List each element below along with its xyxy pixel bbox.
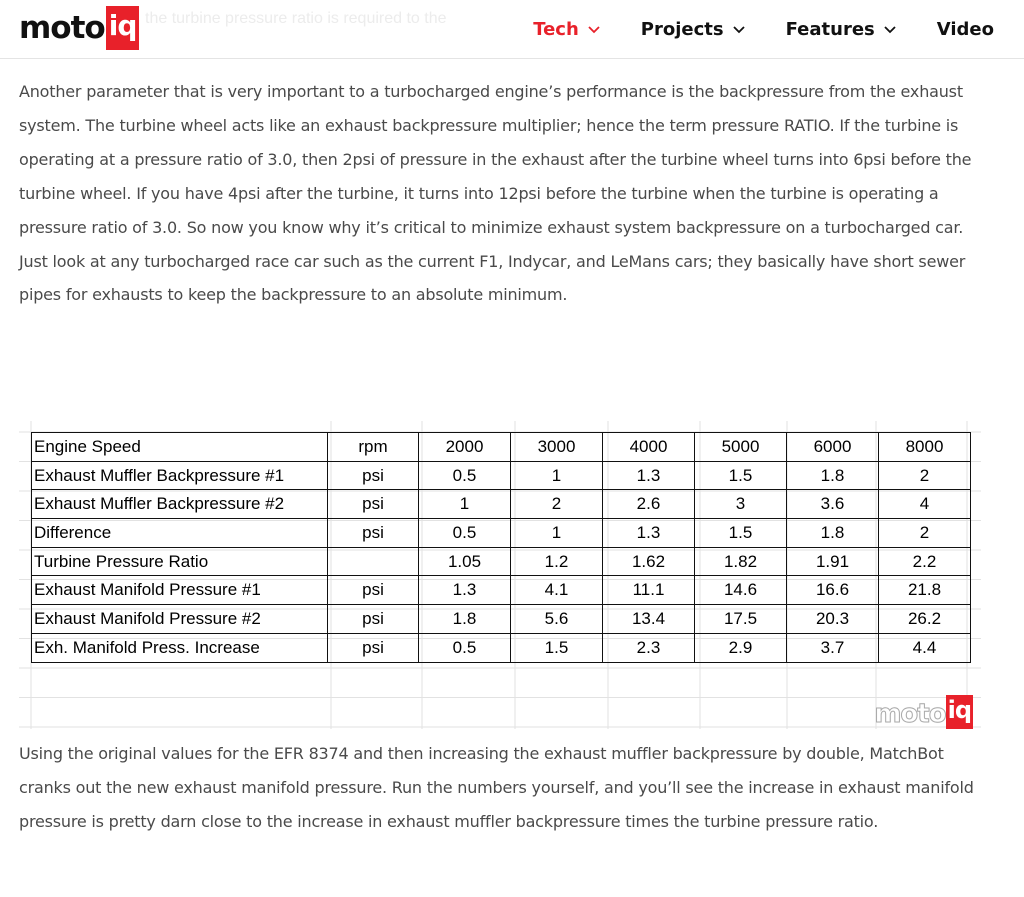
table-cell: 3.6 [787,490,879,519]
table-cell: 2.3 [603,633,695,662]
chevron-down-icon [732,22,746,36]
table-cell: 26.2 [879,605,971,634]
row-unit: psi [328,576,419,605]
table-row [32,547,971,576]
row-unit: psi [328,519,419,548]
table-cell: 2 [879,461,971,490]
nav-label-video: Video [936,18,994,40]
article-paragraph-2: Using the original values for the EFR 8374 and then increasing the exhaust muffler backpressure by double, MatchBot cranks out the new exhaust manifold pressure. Run the numbers yourself, and you’ll see the increase in exhaust manifold pressure is pretty darn close to the increase in exhaust muffler backpressure times the turbine pressure ratio. [19,744,974,831]
table-cell: 3 [695,490,787,519]
table-cell: 1.3 [419,576,511,605]
spreadsheet-image [19,421,981,729]
nav-label-projects: Projects [640,18,724,40]
table-cell: 1.62 [603,547,695,576]
table-cell: 2000 [419,433,511,462]
watermark-iq-badge: iq [946,695,973,729]
table-cell: 1.5 [511,633,603,662]
table-cell: 4 [879,490,971,519]
table-cell: 1.3 [603,519,695,548]
table-cell: 1.3 [603,461,695,490]
table-cell: 1.8 [787,461,879,490]
chevron-down-icon [883,22,897,36]
table-cell: 8000 [879,433,971,462]
row-label: Exh. Manifold Press. Increase [32,633,328,662]
table-row [32,576,971,605]
table-cell: 13.4 [603,605,695,634]
table-cell: 4.1 [511,576,603,605]
table-cell: 5000 [695,433,787,462]
nav-label-tech: Tech [533,18,579,40]
table-cell: 0.5 [419,633,511,662]
row-unit: psi [328,605,419,634]
article-paragraph-1: Another parameter that is very important to a turbocharged engine’s performance is the backpressure from the exhaust system. The turbine wheel acts like an exhaust backpressure multiplier; hence the term pressure RATIO. If the turbine is operating at a pressure ratio of 3.0, then 2psi of pressure in the exhaust after the turbine wheel turns into 6psi before the turbine wheel. If you have 4psi after the turbine, it turns into 12psi before the turbine when the turbine is operating a pressure ratio of 3.0. So now you know why it’s critical to minimize exhaust system backpressure on a turbocharged car. Just look at any turbocharged race car such as the current F1, Indycar, and LeMans cars; they basically have short sewer pipes for exhausts to keep the backpressure to an absolute minimum. [19,82,972,305]
table-cell: 1.5 [695,519,787,548]
row-unit: rpm [328,433,419,462]
table-row [32,633,971,662]
table-row [32,433,971,462]
row-unit: psi [328,633,419,662]
table-cell: 2.2 [879,547,971,576]
table-cell: 1 [511,519,603,548]
table-row [32,490,971,519]
nav-label-features: Features [785,18,875,40]
table-cell: 3000 [511,433,603,462]
row-label: Exhaust Manifold Pressure #1 [32,576,328,605]
table-cell: 2 [511,490,603,519]
table-cell: 2 [879,519,971,548]
row-unit [328,547,419,576]
row-label: Exhaust Muffler Backpressure #2 [32,490,328,519]
row-label: Turbine Pressure Ratio [32,547,328,576]
nav-item-projects[interactable] [641,19,746,40]
table-cell: 1 [419,490,511,519]
table-row [32,519,971,548]
table-cell: 1 [511,461,603,490]
table-cell: 5.6 [511,605,603,634]
table-row [32,461,971,490]
main-nav [493,0,994,58]
table-cell: 17.5 [695,605,787,634]
site-logo[interactable] [19,6,139,50]
table-cell: 1.8 [787,519,879,548]
table-cell: 2.6 [603,490,695,519]
table-cell: 20.3 [787,605,879,634]
table-cell: 1.8 [419,605,511,634]
row-label: Engine Speed [32,433,328,462]
table-row [32,605,971,634]
table-cell: 0.5 [419,461,511,490]
header-ghost-text: the turbine pressure ratio is required to the [145,10,447,27]
row-label: Difference [32,519,328,548]
table-cell: 1.05 [419,547,511,576]
table-cell: 4000 [603,433,695,462]
logo-iq-badge: iq [106,6,140,50]
table-cell: 6000 [787,433,879,462]
site-header [0,0,1024,59]
table-cell: 21.8 [879,576,971,605]
table-cell: 1.91 [787,547,879,576]
table-cell: 3.7 [787,633,879,662]
nav-item-features[interactable] [786,19,897,40]
row-label: Exhaust Manifold Pressure #2 [32,605,328,634]
table-cell: 1.5 [695,461,787,490]
nav-item-video[interactable] [937,19,994,40]
chevron-down-icon [587,22,601,36]
motoiq-watermark [874,695,973,729]
row-unit: psi [328,461,419,490]
table-cell: 4.4 [879,633,971,662]
table-cell: 2.9 [695,633,787,662]
logo-moto-text: moto [19,10,105,46]
table-cell: 14.6 [695,576,787,605]
table-cell: 1.2 [511,547,603,576]
table-cell: 0.5 [419,519,511,548]
row-label: Exhaust Muffler Backpressure #1 [32,461,328,490]
table-cell: 11.1 [603,576,695,605]
table-cell: 16.6 [787,576,879,605]
pressure-table [31,432,971,663]
nav-item-tech[interactable] [533,19,601,40]
row-unit: psi [328,490,419,519]
watermark-moto-text: moto [874,699,946,729]
table-cell: 1.82 [695,547,787,576]
